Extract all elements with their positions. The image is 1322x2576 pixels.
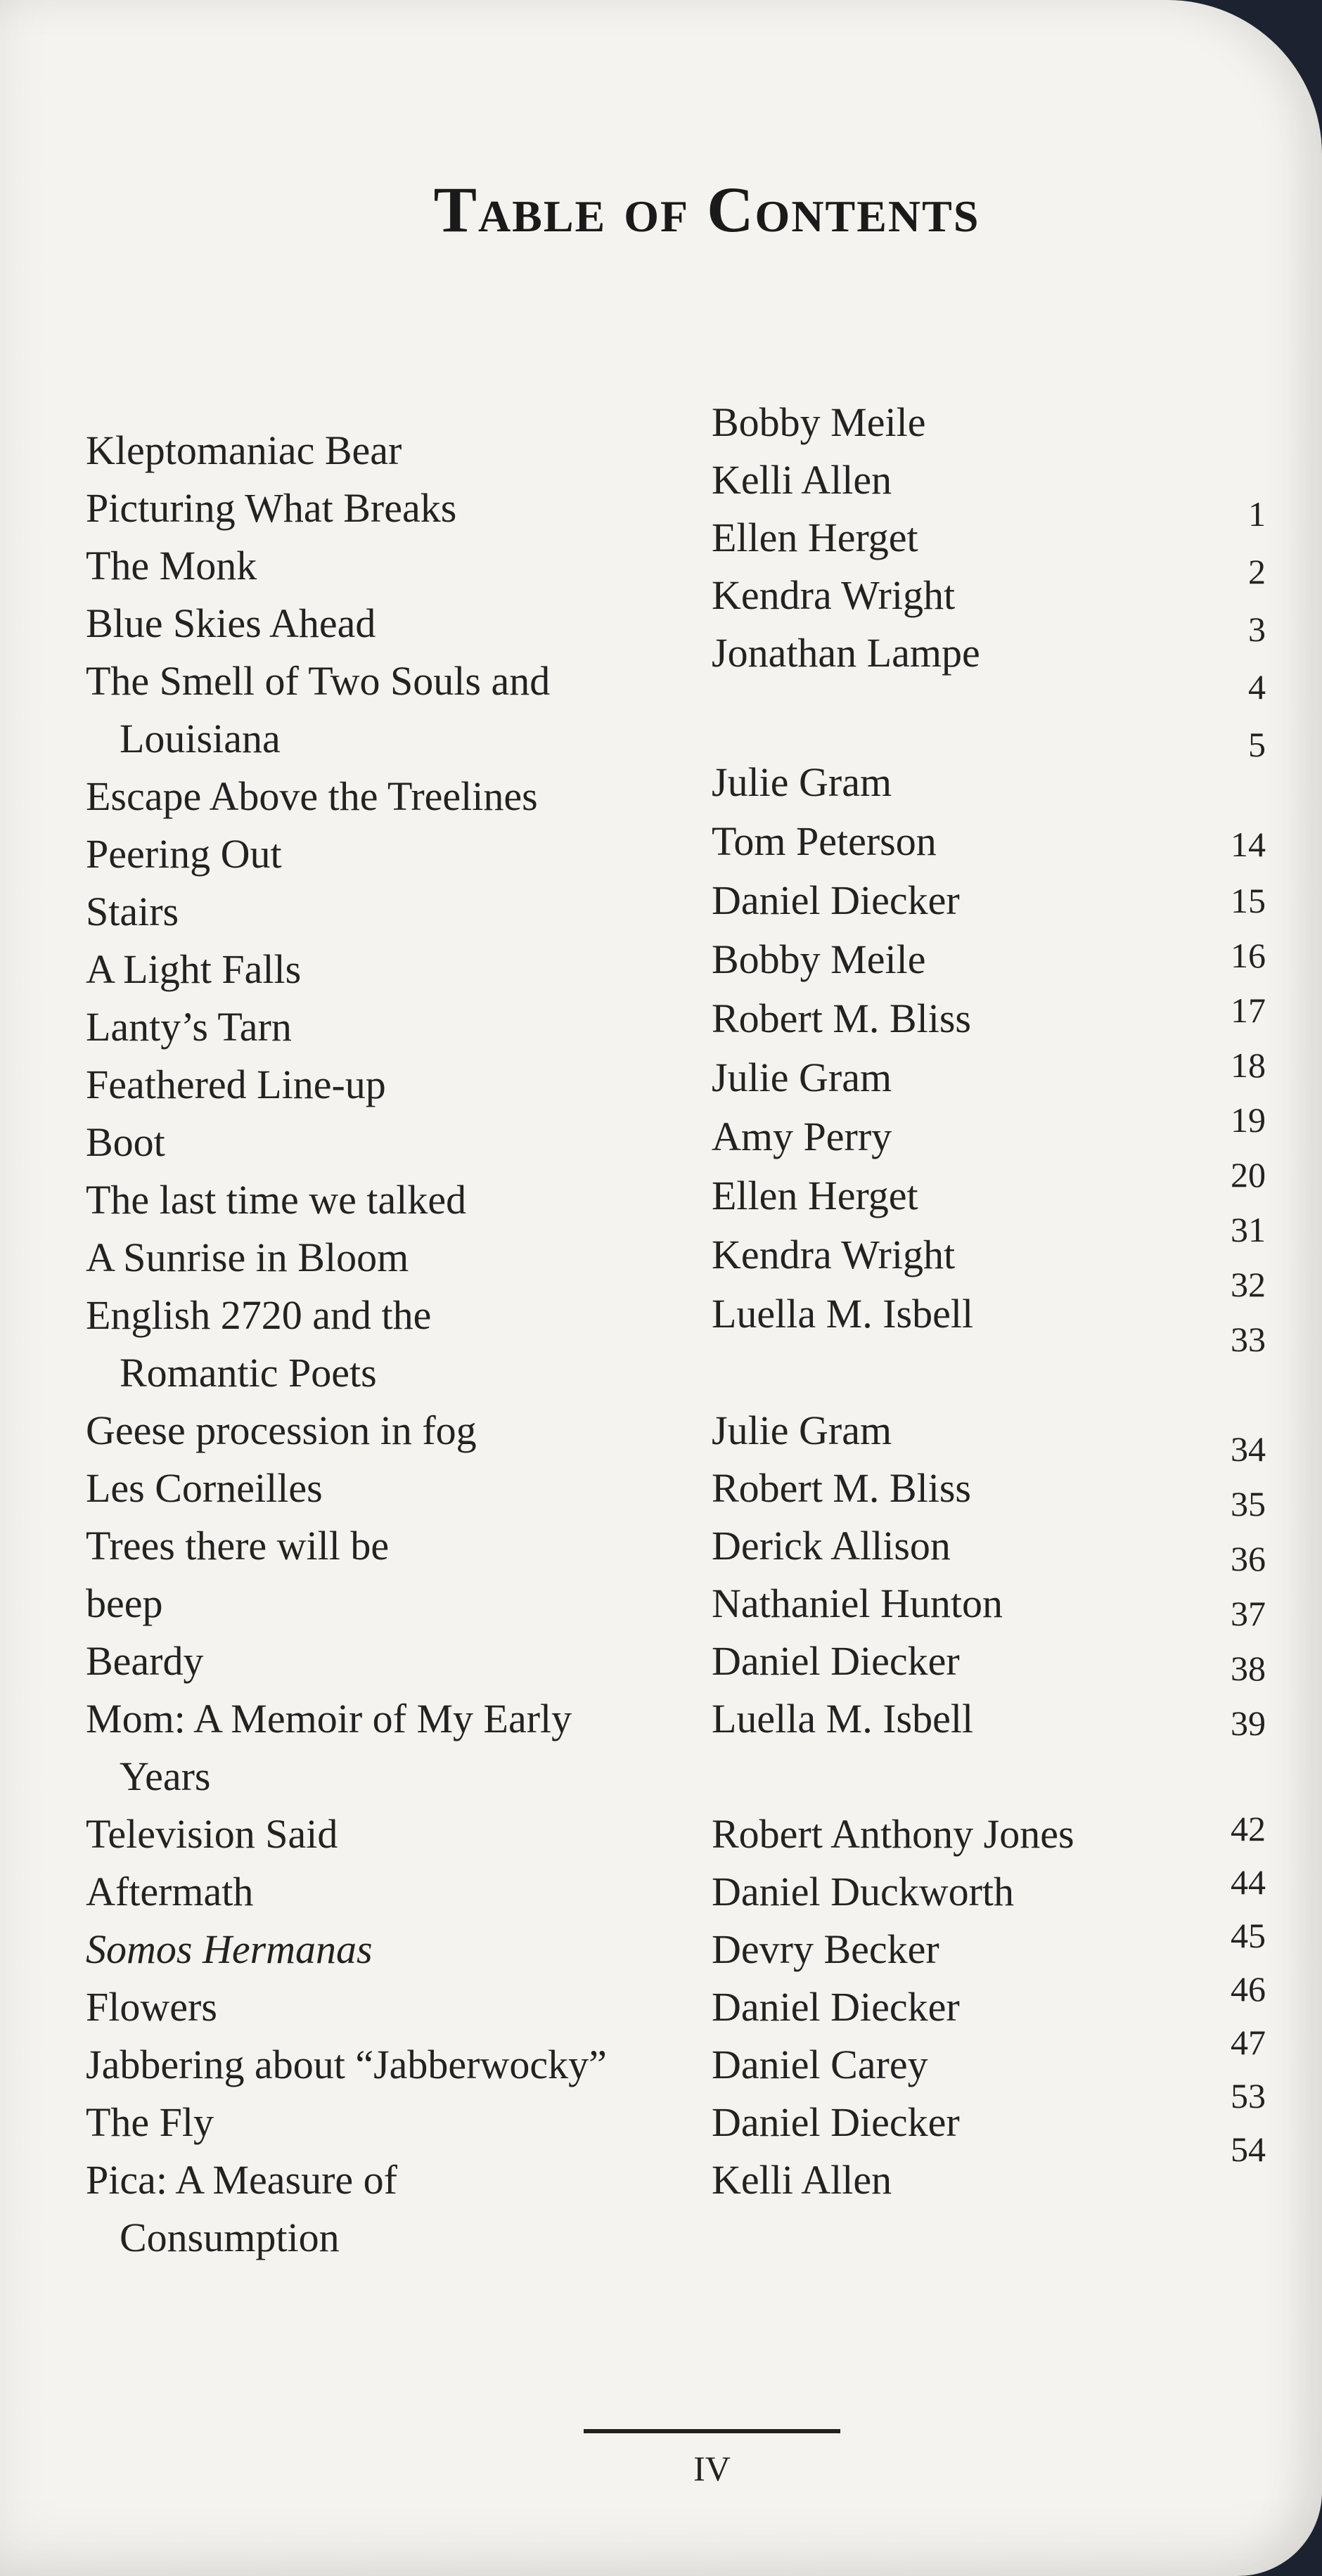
toc-entry-title: beep bbox=[86, 1580, 163, 1626]
toc-entry-title: A Sunrise in Bloom bbox=[86, 1235, 409, 1280]
toc-entry-author: Derick Allison bbox=[712, 1523, 951, 1569]
toc-entry-author: Ellen Herget bbox=[712, 1173, 918, 1218]
toc-entry-author: Daniel Diecker bbox=[712, 2099, 960, 2145]
toc-entry-title: Blue Skies Ahead bbox=[86, 600, 376, 646]
toc-entry-title: Aftermath bbox=[86, 1869, 254, 1914]
toc-entry-author: Amy Perry bbox=[712, 1114, 892, 1159]
toc-entry-title: A Light Falls bbox=[86, 946, 302, 992]
toc-entry-author: Nathaniel Hunton bbox=[712, 1580, 1003, 1626]
toc-entry-title: The Monk bbox=[86, 543, 257, 588]
toc-entry-title: Escape Above the Treelines bbox=[86, 773, 538, 819]
toc-entry-page: 45 bbox=[1231, 1916, 1266, 1955]
toc-entry-title: Mom: A Memoir of My Early Years bbox=[86, 1696, 572, 1799]
toc-entry-page: 16 bbox=[1231, 936, 1266, 975]
toc-entry-page: 36 bbox=[1231, 1539, 1266, 1578]
toc-entry-page: 42 bbox=[1231, 1809, 1266, 1848]
page-title: Table of Contents bbox=[433, 174, 980, 245]
toc-entry-author: Bobby Meile bbox=[712, 399, 926, 445]
toc-entry-page: 18 bbox=[1231, 1045, 1266, 1085]
toc-entry-page: 19 bbox=[1231, 1100, 1266, 1140]
toc-entry-title: The last time we talked bbox=[86, 1177, 467, 1223]
toc-entry-title: Stairs bbox=[86, 889, 179, 934]
toc-entry-author: Ellen Herget bbox=[712, 515, 918, 560]
toc-entry-page: 54 bbox=[1231, 2130, 1266, 2169]
toc-entry-page: 34 bbox=[1231, 1429, 1266, 1469]
toc-entry-title: Kleptomaniac Bear bbox=[86, 427, 402, 473]
toc-entry-page: 39 bbox=[1231, 1704, 1266, 1743]
toc-entry-page: 33 bbox=[1231, 1320, 1266, 1359]
toc-entry-title: Pica: A Measure of Consumption bbox=[86, 2157, 397, 2260]
toc-entry-author: Daniel Diecker bbox=[712, 1638, 960, 1684]
toc-entry-page: 1 bbox=[1248, 494, 1266, 534]
toc-entry-page: 38 bbox=[1231, 1649, 1266, 1688]
toc-entry-page: 37 bbox=[1231, 1594, 1266, 1633]
toc-entry-title: Picturing What Breaks bbox=[86, 485, 457, 531]
toc-entry-author: Robert M. Bliss bbox=[712, 996, 971, 1041]
page-number: IV bbox=[693, 2449, 731, 2488]
toc-entry-title: Jabbering about “Jabberwocky” bbox=[86, 2042, 607, 2087]
toc-entry-title: Boot bbox=[86, 1119, 165, 1165]
toc-entry-page: 3 bbox=[1248, 610, 1266, 649]
toc-entry-title: Lanty’s Tarn bbox=[86, 1004, 292, 1050]
toc-entry-title: Feathered Line-up bbox=[86, 1062, 386, 1107]
toc-entry-author: Kelli Allen bbox=[712, 457, 892, 503]
toc-entry-author: Daniel Duckworth bbox=[712, 1869, 1015, 1914]
toc-entry-title: The Fly bbox=[86, 2099, 214, 2145]
toc-entry-title: Peering Out bbox=[86, 831, 282, 877]
toc-entry-author: Daniel Diecker bbox=[712, 877, 960, 923]
toc-entry-title: Flowers bbox=[86, 1984, 217, 2030]
toc-entry-author: Devry Becker bbox=[712, 1926, 939, 1972]
toc-entry-author: Bobby Meile bbox=[712, 936, 926, 982]
toc-entry-author: Julie Gram bbox=[712, 759, 892, 805]
toc-entry-page: 53 bbox=[1231, 2076, 1266, 2115]
toc-entry-page: 4 bbox=[1248, 667, 1266, 707]
toc-entry-author: Tom Peterson bbox=[712, 818, 937, 864]
toc-entry-page: 5 bbox=[1248, 725, 1266, 764]
toc-entry-author: Julie Gram bbox=[712, 1055, 892, 1100]
toc-entry-author: Kendra Wright bbox=[712, 572, 956, 618]
toc-entry-title: The Smell of Two Souls and Louisiana bbox=[86, 658, 551, 761]
toc-entry-author: Kelli Allen bbox=[712, 2157, 892, 2203]
toc-entry-page: 15 bbox=[1231, 881, 1266, 920]
toc-entry-title: Somos Hermanas bbox=[86, 1926, 373, 1972]
toc-entry-page: 20 bbox=[1231, 1155, 1266, 1194]
toc-entry-page: 17 bbox=[1231, 991, 1266, 1030]
toc-entry-page: 2 bbox=[1248, 552, 1266, 591]
toc-entry-page: 14 bbox=[1231, 825, 1266, 864]
toc-entry-author: Robert M. Bliss bbox=[712, 1465, 971, 1511]
toc-entry-page: 31 bbox=[1231, 1210, 1266, 1249]
toc-entry-title: Geese procession in fog bbox=[86, 1408, 477, 1453]
footer-rule bbox=[584, 2429, 840, 2433]
toc-entry-title: English 2720 and the Romantic Poets bbox=[86, 1292, 432, 1396]
toc-entry-page: 44 bbox=[1231, 1862, 1266, 1902]
toc-entry-page: 32 bbox=[1231, 1265, 1266, 1304]
toc-entry-author: Robert Anthony Jones bbox=[712, 1811, 1074, 1857]
toc-entry-title: Beardy bbox=[86, 1638, 204, 1684]
toc-entry-page: 46 bbox=[1231, 1969, 1266, 2009]
toc-entry-title: Trees there will be bbox=[86, 1523, 390, 1569]
table-of-contents bbox=[0, 394, 1322, 2292]
toc-entry-author: Daniel Diecker bbox=[712, 1984, 960, 2030]
toc-entry-author: Luella M. Isbell bbox=[712, 1291, 974, 1337]
toc-entry-author: Julie Gram bbox=[712, 1408, 892, 1453]
toc-entry-author: Daniel Carey bbox=[712, 2042, 928, 2087]
toc-entry-title: Television Said bbox=[86, 1811, 338, 1857]
toc-entry-author: Kendra Wright bbox=[712, 1232, 956, 1277]
toc-entry-page: 35 bbox=[1231, 1484, 1266, 1524]
toc-entry-title: Les Corneilles bbox=[86, 1465, 323, 1511]
toc-entry-page: 47 bbox=[1231, 2023, 1266, 2062]
toc-entry-author: Jonathan Lampe bbox=[712, 630, 980, 676]
toc-entry-author: Luella M. Isbell bbox=[712, 1696, 974, 1741]
